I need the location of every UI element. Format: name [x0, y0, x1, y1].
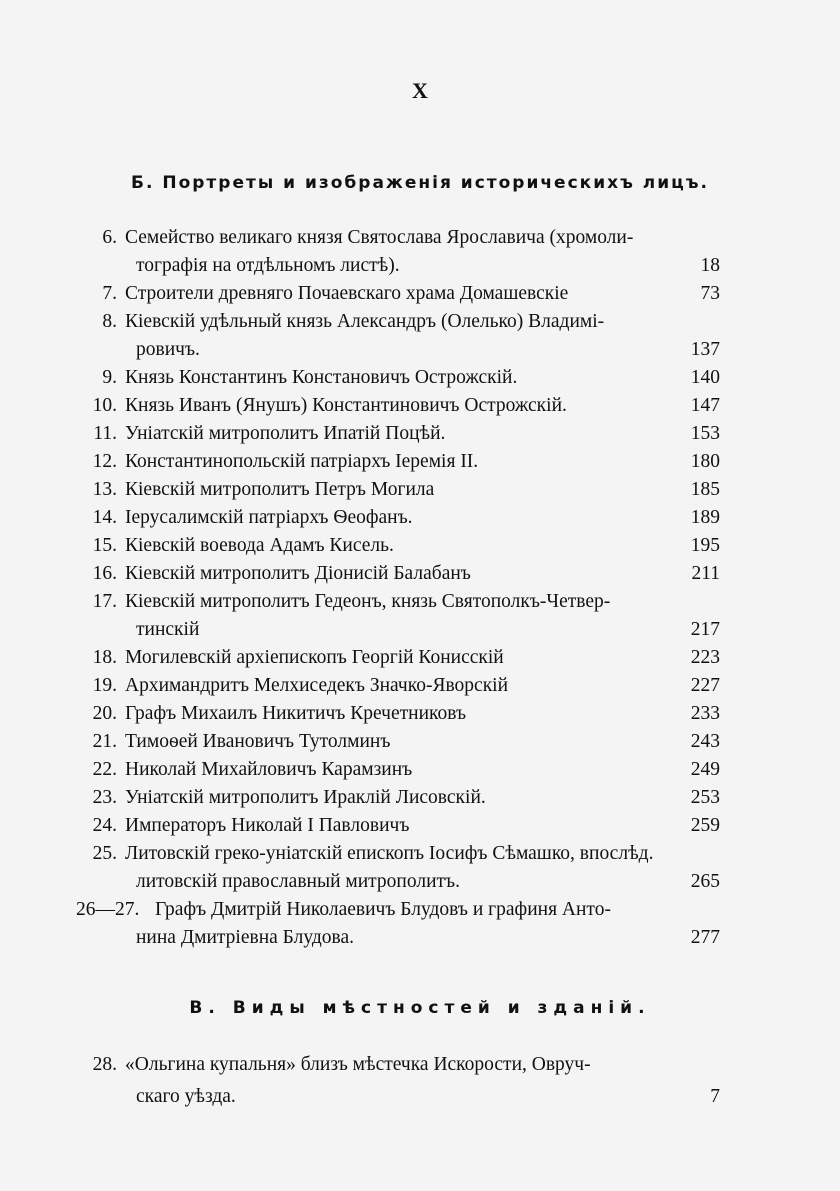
toc-entry-line	[0, 336, 840, 364]
entry-title: Архимандритъ Мелхиседекъ Значко-Яворскій	[125, 675, 509, 696]
toc-entry-line	[0, 840, 840, 868]
entry-title: Графъ Дмитрій Николаевичъ Блудовъ и графиня Анто-	[155, 899, 611, 920]
toc-entry	[0, 504, 840, 532]
entry-number: 11.	[93, 423, 117, 444]
entry-title: Литовскій греко-уніатскій епископъ Іосифъ Сѣмашко, впослѣд.	[125, 843, 654, 864]
entry-number: 24.	[92, 815, 117, 836]
entry-number: 10.	[92, 395, 117, 416]
entry-title: Уніатскій митрополитъ Ипатій Поцѣй.	[125, 423, 446, 444]
entry-page-number: 233	[690, 703, 720, 724]
toc-entry	[0, 812, 840, 840]
toc-entry-line	[0, 896, 840, 924]
entry-page-number: 189	[690, 507, 720, 528]
entry-title: тографія на отдѣльномъ листѣ).	[136, 255, 400, 276]
entry-page-number: 217	[690, 619, 720, 640]
entry-title: нина Дмитріевна Блудова.	[136, 927, 355, 948]
toc-entry-line	[0, 448, 840, 476]
entry-title: Кіевскій митрополитъ Діонисій Балабанъ	[125, 563, 471, 584]
toc-entry-line	[0, 280, 840, 308]
entry-title: «Ольгина купальня» близъ мѣстечка Искорости, Овруч-	[125, 1054, 591, 1075]
section-heading-views: В. Виды мѣстностей и зданій.	[189, 998, 651, 1018]
entry-page-number: 147	[690, 395, 720, 416]
section-heading-portraits: Б. Портреты и изображенія историческихъ лицъ.	[131, 173, 709, 193]
entry-page-number: 7	[710, 1086, 720, 1107]
toc-entry-line	[0, 224, 840, 252]
toc-entry	[0, 644, 840, 672]
entry-title: Графъ Михаилъ Никитичъ Кречетниковъ	[125, 703, 467, 724]
toc-entry	[0, 280, 840, 308]
toc-entry-line	[0, 784, 840, 812]
entry-title: скаго уѣзда.	[136, 1086, 236, 1107]
entry-number: 20.	[92, 703, 117, 724]
toc-entry-line	[0, 700, 840, 728]
toc-entry-line	[0, 868, 840, 896]
entry-title: Семейство великаго князя Святослава Ярославича (хромоли-	[125, 227, 634, 248]
toc-entry	[0, 224, 840, 280]
entry-title: Князь Иванъ (Янушъ) Константиновичъ Острожскій.	[125, 395, 567, 416]
entry-number: 9.	[102, 367, 117, 388]
entry-number: 13.	[92, 479, 117, 500]
toc-entry	[0, 364, 840, 392]
entry-number: 22.	[92, 759, 117, 780]
entry-number: 6.	[102, 227, 117, 248]
entry-number: 19.	[92, 675, 117, 696]
entry-number: 8.	[102, 311, 117, 332]
toc-entry-line	[0, 616, 840, 644]
toc-entry	[0, 896, 840, 952]
toc-entry-line	[0, 672, 840, 700]
toc-entry-line	[0, 560, 840, 588]
entry-page-number: 140	[690, 367, 720, 388]
toc-entry-line	[0, 1081, 840, 1113]
toc-entry-line	[0, 1049, 840, 1081]
toc-entry	[0, 1049, 840, 1113]
entry-number: 26—27.	[76, 899, 140, 920]
entry-page-number: 180	[690, 451, 720, 472]
toc-entry	[0, 532, 840, 560]
toc-entry-line	[0, 728, 840, 756]
toc-entry-line	[0, 252, 840, 280]
entry-title: Князь Константинъ Констановичъ Острожскій.	[125, 367, 518, 388]
views-list	[0, 1049, 840, 1113]
toc-entry-line	[0, 532, 840, 560]
toc-entry	[0, 476, 840, 504]
entry-page-number: 223	[690, 647, 720, 668]
entry-title: Кіевскій митрополитъ Петръ Могила	[125, 479, 435, 500]
entry-number: 28.	[92, 1054, 117, 1075]
entry-page-number: 73	[700, 283, 720, 304]
entry-page-number: 137	[690, 339, 720, 360]
toc-entry-line	[0, 364, 840, 392]
entry-number: 18.	[92, 647, 117, 668]
toc-entry-line	[0, 420, 840, 448]
toc-entry-line	[0, 476, 840, 504]
entry-title: Николай Михайловичъ Карамзинъ	[125, 759, 413, 780]
entry-number: 7.	[102, 283, 117, 304]
toc-entry	[0, 700, 840, 728]
entry-title: Іерусалимскій патріархъ Ѳеофанъ.	[125, 507, 413, 528]
entry-number: 15.	[92, 535, 117, 556]
entry-number: 23.	[92, 787, 117, 808]
entry-page-number: 18	[700, 255, 720, 276]
toc-entry	[0, 308, 840, 364]
toc-entry	[0, 672, 840, 700]
entry-title: тинскій	[136, 619, 200, 640]
toc-entry	[0, 588, 840, 644]
toc-entry	[0, 392, 840, 420]
toc-entry	[0, 420, 840, 448]
entry-page-number: 185	[690, 479, 720, 500]
toc-entry	[0, 756, 840, 784]
entry-title: Тимоѳей Ивановичъ Тутолминъ	[125, 731, 391, 752]
entry-title: Кіевскій митрополитъ Гедеонъ, князь Святополкъ-Четвер-	[125, 591, 611, 612]
entry-page-number: 253	[690, 787, 720, 808]
entry-title: Уніатскій митрополитъ Ираклій Лисовскій.	[125, 787, 486, 808]
entry-number: 17.	[92, 591, 117, 612]
entry-page-number: 227	[690, 675, 720, 696]
entry-page-number: 265	[690, 871, 720, 892]
toc-entry-line	[0, 924, 840, 952]
toc-entry-line	[0, 644, 840, 672]
entry-page-number: 277	[690, 927, 720, 948]
entry-number: 21.	[92, 731, 117, 752]
entry-title: Строители древняго Почаевскаго храма Домашевскіе	[125, 283, 569, 304]
entry-title: литовскій православный митрополитъ.	[136, 871, 460, 892]
toc-entry	[0, 728, 840, 756]
entry-page-number: 195	[690, 535, 720, 556]
entry-number: 16.	[92, 563, 117, 584]
entry-page-number: 211	[691, 563, 720, 584]
entry-number: 25.	[92, 843, 117, 864]
entry-page-number: 249	[690, 759, 720, 780]
toc-entry-line	[0, 812, 840, 840]
entry-number: 14.	[92, 507, 117, 528]
page-number: X	[412, 78, 428, 103]
toc-entry-line	[0, 588, 840, 616]
entry-page-number: 243	[690, 731, 720, 752]
toc-entry	[0, 560, 840, 588]
toc-entry	[0, 448, 840, 476]
entry-title: Константинопольскій патріархъ Іеремія II.	[125, 451, 479, 472]
toc-entry-line	[0, 308, 840, 336]
toc-entry-line	[0, 392, 840, 420]
entry-title: ровичъ.	[136, 339, 200, 360]
entry-title: Императоръ Николай I Павловичъ	[125, 815, 410, 836]
toc-entry-line	[0, 504, 840, 532]
toc-entry	[0, 840, 840, 896]
toc-entry	[0, 784, 840, 812]
toc-entry-line	[0, 756, 840, 784]
portraits-list	[0, 224, 840, 952]
entry-page-number: 259	[690, 815, 720, 836]
entry-page-number: 153	[690, 423, 720, 444]
entry-title: Могилевскій архіепископъ Георгій Конисскій	[125, 647, 504, 668]
entry-number: 12.	[92, 451, 117, 472]
entry-title: Кіевскій удѣльный князь Александръ (Олелько) Владимі-	[125, 311, 605, 332]
entry-title: Кіевскій воевода Адамъ Кисель.	[125, 535, 394, 556]
